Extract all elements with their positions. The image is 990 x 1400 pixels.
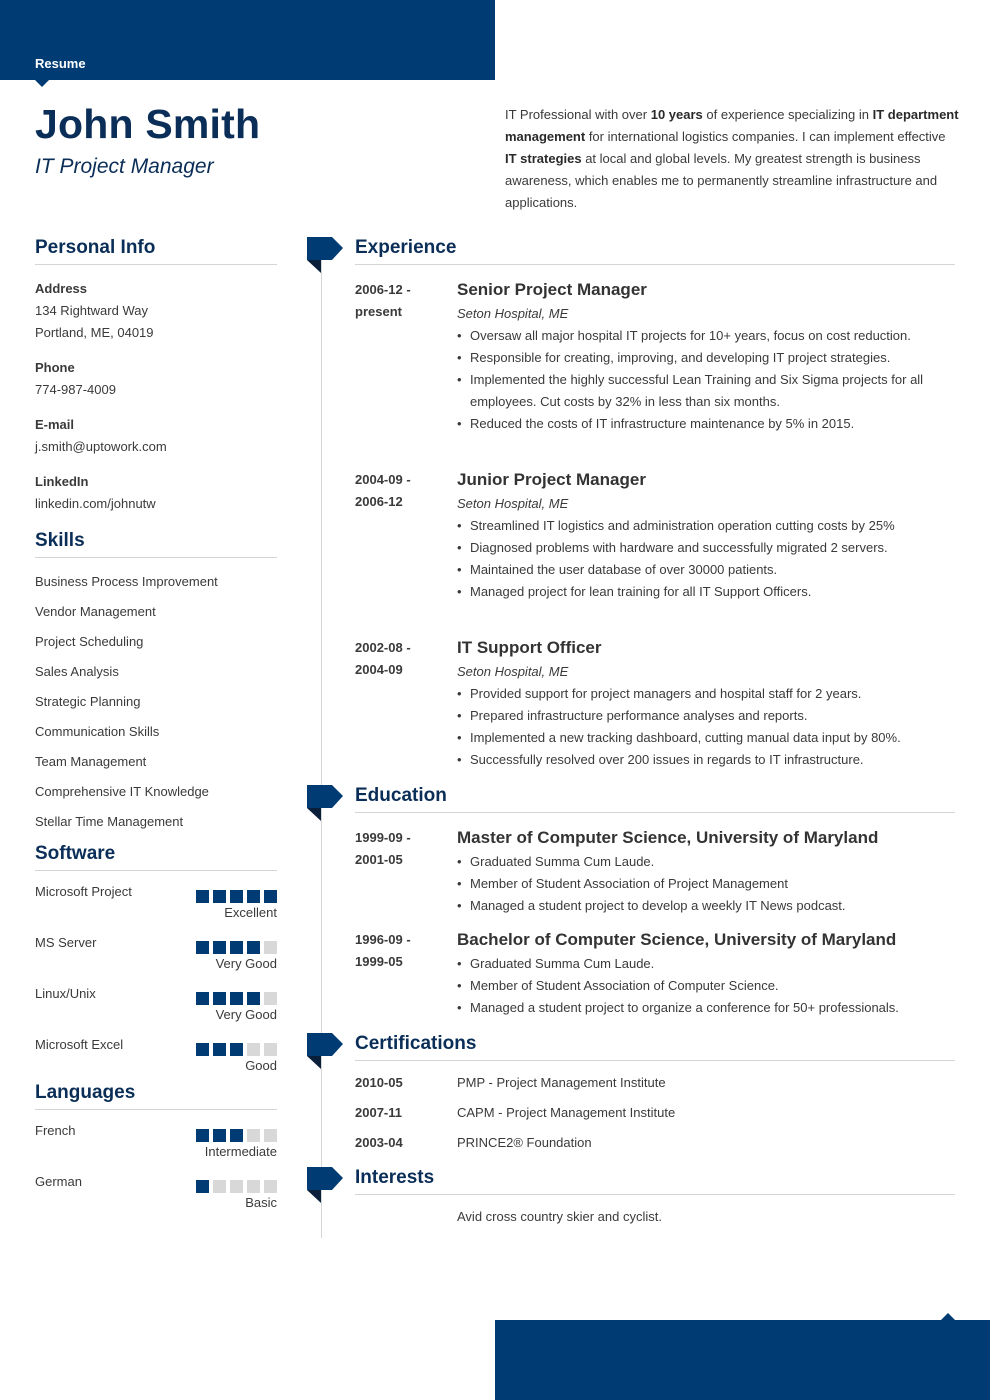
- rating-square-filled: [230, 1043, 243, 1056]
- certification-name: PMP - Project Management Institute: [457, 1075, 666, 1090]
- rating-square-filled: [230, 941, 243, 954]
- skill-item: Comprehensive IT Knowledge: [35, 784, 209, 799]
- rating-square-filled: [196, 1129, 209, 1142]
- address-line1: 134 Rightward Way: [35, 303, 148, 318]
- education-detail-list: [457, 953, 957, 1019]
- rating-meter: [196, 941, 277, 954]
- experience-heading: Experience: [355, 237, 955, 265]
- date-end: present: [355, 304, 402, 319]
- timeline-line: [321, 260, 322, 1238]
- achievement-item: • Provided support for project managers and hospital staff for 2 years.: [457, 683, 957, 705]
- rating-meter: [196, 1043, 277, 1056]
- rating-meter: [196, 1129, 277, 1142]
- address-line2: Portland, ME, 04019: [35, 325, 154, 340]
- profile-summary: IT Professional with over 10 years of experience specializing in IT department management for international logistics companies. I can implement effective IT strategies at local and global levels. My greatest strength is business awareness, which enables me to permanently streamline infrastructure and applications.: [505, 107, 959, 210]
- rating-square-filled: [213, 890, 226, 903]
- rating-square-filled: [213, 1129, 226, 1142]
- education-detail-item: • Graduated Summa Cum Laude.: [457, 851, 957, 873]
- education-detail-item: • Member of Student Association of Computer Science.: [457, 975, 957, 997]
- entry-dates: [355, 637, 450, 681]
- entry-dates: [355, 279, 450, 323]
- skill-item: Project Scheduling: [35, 634, 144, 649]
- linkedin-value[interactable]: linkedin.com/johnutw: [35, 496, 156, 511]
- rating-level: Very Good: [215, 956, 277, 971]
- date-end: 2006-12: [355, 494, 403, 509]
- skill-item: Business Process Improvement: [35, 574, 218, 589]
- certifications-heading: Certifications: [355, 1033, 955, 1061]
- interests-text: Avid cross country skier and cyclist.: [457, 1209, 662, 1224]
- education-detail-item: • Member of Student Association of Project Management: [457, 873, 957, 895]
- entry-dates: [355, 929, 450, 973]
- education-detail-item: • Managed a student project to develop a weekly IT News podcast.: [457, 895, 957, 917]
- rating-square-filled: [196, 1180, 209, 1193]
- rating-square-filled: [230, 1129, 243, 1142]
- section-flag-icon: [307, 1167, 344, 1203]
- address-label: Address: [35, 281, 88, 296]
- date-start: 1999-09 -: [355, 830, 411, 845]
- rating-square-empty: [247, 1043, 260, 1056]
- degree-title: Bachelor of Computer Science, University of Maryland: [457, 930, 897, 949]
- software-list: [35, 877, 277, 1081]
- rating-square-empty: [264, 1180, 277, 1193]
- candidate-name: John Smith: [35, 101, 261, 147]
- interests-heading: Interests: [355, 1167, 955, 1195]
- rating-square-empty: [247, 1129, 260, 1142]
- certification-name: PRINCE2® Foundation: [457, 1135, 592, 1150]
- rating-level: Excellent: [224, 905, 277, 920]
- header-notch-icon: [35, 80, 49, 87]
- achievement-item: • Streamlined IT logistics and administration operation cutting costs by 25%: [457, 515, 957, 537]
- rating-square-filled: [230, 992, 243, 1005]
- left-column: [35, 237, 277, 1218]
- rating-square-filled: [196, 941, 209, 954]
- language-name: German: [35, 1174, 82, 1189]
- software-item: [35, 1030, 277, 1081]
- education-detail-list: [457, 851, 957, 917]
- rating-meter: [196, 890, 277, 903]
- achievement-list: [457, 325, 957, 435]
- date-start: 2002-08 -: [355, 640, 411, 655]
- achievement-item: • Reduced the costs of IT infrastructure maintenance by 5% in 2015.: [457, 413, 957, 435]
- footer-banner: [495, 1320, 990, 1400]
- date-end: 2004-09: [355, 662, 403, 677]
- achievement-list: [457, 515, 957, 603]
- software-name: Microsoft Excel: [35, 1037, 124, 1052]
- achievement-item: • Responsible for creating, improving, and developing IT project strategies.: [457, 347, 957, 369]
- achievement-item: • Prepared infrastructure performance analyses and reports.: [457, 705, 957, 727]
- rating-square-filled: [247, 890, 260, 903]
- job-title: IT Support Officer: [457, 638, 602, 657]
- skill-item: Stellar Time Management: [35, 814, 184, 829]
- languages-section: [35, 1082, 277, 1218]
- date-end: 1999-05: [355, 954, 403, 969]
- rating-square-filled: [213, 941, 226, 954]
- software-item: [35, 928, 277, 979]
- achievement-item: • Implemented a new tracking dashboard, cutting manual data input by 80%.: [457, 727, 957, 749]
- skill-item: Team Management: [35, 754, 147, 769]
- certification-date: 2003-04: [355, 1135, 403, 1150]
- certification-date: 2010-05: [355, 1075, 403, 1090]
- rating-square-filled: [230, 890, 243, 903]
- rating-square-empty: [264, 1043, 277, 1056]
- software-name: Microsoft Project: [35, 884, 132, 899]
- achievement-item: • Successfully resolved over 200 issues in regards to IT infrastructure.: [457, 749, 957, 771]
- rating-square-filled: [247, 941, 260, 954]
- language-item: [35, 1116, 277, 1167]
- software-name: MS Server: [35, 935, 97, 950]
- section-flag-icon: [307, 1033, 344, 1069]
- entry-dates: [355, 469, 450, 513]
- date-start: 1996-09 -: [355, 932, 411, 947]
- job-title: Senior Project Manager: [457, 280, 647, 299]
- rating-square-empty: [264, 941, 277, 954]
- entry-dates: [355, 827, 450, 871]
- skill-item: Vendor Management: [35, 604, 156, 619]
- section-flag-icon: [307, 237, 344, 273]
- rating-square-filled: [213, 992, 226, 1005]
- rating-square-filled: [247, 992, 260, 1005]
- personal-info-section: [35, 237, 277, 515]
- rating-meter: [196, 1180, 277, 1193]
- candidate-title: IT Project Manager: [35, 155, 214, 178]
- education-heading: Education: [355, 785, 955, 813]
- rating-square-empty: [230, 1180, 243, 1193]
- employer: Seton Hospital, ME: [457, 306, 569, 321]
- skill-item: Communication Skills: [35, 724, 160, 739]
- certification-name: CAPM - Project Management Institute: [457, 1105, 676, 1120]
- rating-level: Basic: [245, 1195, 277, 1210]
- skills-section: [35, 530, 277, 837]
- education-detail-item: • Graduated Summa Cum Laude.: [457, 953, 957, 975]
- rating-square-empty: [213, 1180, 226, 1193]
- rating-square-filled: [196, 992, 209, 1005]
- rating-square-filled: [196, 890, 209, 903]
- phone-value: 774-987-4009: [35, 382, 116, 397]
- linkedin-label: LinkedIn: [35, 474, 89, 489]
- date-start: 2006-12 -: [355, 282, 411, 297]
- certification-date: 2007-11: [355, 1105, 402, 1120]
- employer: Seton Hospital, ME: [457, 496, 569, 511]
- phone-label: Phone: [35, 360, 75, 375]
- languages-list: [35, 1116, 277, 1218]
- languages-heading: Languages: [35, 1082, 277, 1110]
- skill-item: Strategic Planning: [35, 694, 141, 709]
- personal-info-heading: Personal Info: [35, 237, 277, 265]
- rating-level: Intermediate: [204, 1144, 277, 1159]
- date-end: 2001-05: [355, 852, 403, 867]
- rating-square-empty: [264, 992, 277, 1005]
- rating-square-empty: [264, 1129, 277, 1142]
- rating-square-filled: [196, 1043, 209, 1056]
- date-start: 2004-09 -: [355, 472, 411, 487]
- skills-heading: Skills: [35, 530, 277, 558]
- software-item: [35, 877, 277, 928]
- achievement-item: • Diagnosed problems with hardware and successfully migrated 2 servers.: [457, 537, 957, 559]
- achievement-item: • Oversaw all major hospital IT projects for 10+ years, focus on cost reduction.: [457, 325, 957, 347]
- education-detail-item: • Managed a student project to organize a conference for 50+ professionals.: [457, 997, 957, 1019]
- rating-level: Good: [245, 1058, 277, 1073]
- language-name: French: [35, 1123, 76, 1138]
- achievement-item: • Managed project for lean training for all IT Support Officers.: [457, 581, 957, 603]
- rating-level: Very Good: [215, 1007, 277, 1022]
- job-title: Junior Project Manager: [457, 470, 646, 489]
- email-value[interactable]: j.smith@uptowork.com: [35, 439, 167, 454]
- rating-square-filled: [264, 890, 277, 903]
- achievement-item: • Maintained the user database of over 30000 patients.: [457, 559, 957, 581]
- skill-item: Sales Analysis: [35, 664, 119, 679]
- section-flag-icon: [307, 785, 344, 821]
- achievement-list: [457, 683, 957, 771]
- software-heading: Software: [35, 843, 277, 871]
- software-section: [35, 843, 277, 1081]
- language-item: [35, 1167, 277, 1218]
- resume-label: Resume: [35, 56, 86, 71]
- skills-list: [35, 567, 277, 837]
- rating-square-empty: [247, 1180, 260, 1193]
- degree-title: Master of Computer Science, University of Maryland: [457, 828, 879, 847]
- footer-notch-icon: [941, 1313, 955, 1320]
- software-item: [35, 979, 277, 1030]
- email-label: E-mail: [35, 417, 75, 432]
- rating-meter: [196, 992, 277, 1005]
- software-name: Linux/Unix: [35, 986, 96, 1001]
- employer: Seton Hospital, ME: [457, 664, 569, 679]
- header-banner: [0, 0, 495, 80]
- achievement-item: • Implemented the highly successful Lean Training and Six Sigma projects for all employees. Cut costs by 32% in less than six months.: [457, 369, 957, 413]
- rating-square-filled: [213, 1043, 226, 1056]
